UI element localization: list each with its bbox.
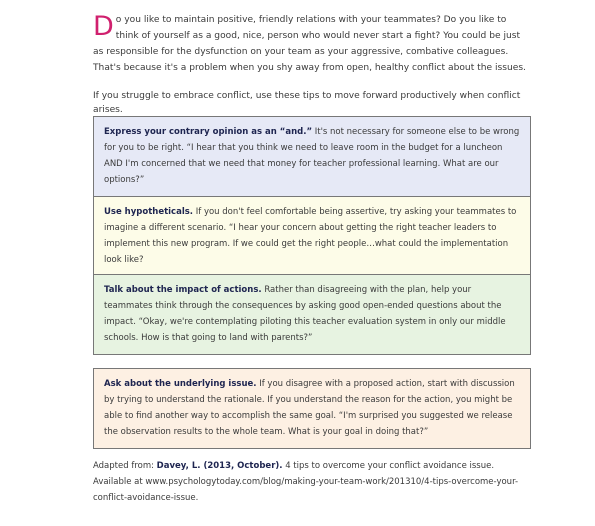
source-text: 4 tips to overcome your conflict avoidance issue. Available at www.psychologytoday.com/blog/making-your-team-work/201310/4-tips-overcome-your-conflict-avoidance-issue. [93,461,519,503]
drop-cap: D [93,11,114,42]
tip-body: If you disagree with a proposed action, start with discussion by trying to understand the rationale. If you understand the reason for the action, you might be able to find another way to accomplish the same goal. “I'm surprised you suggested we release the observation results to the whole team. What is your goal in doing that?” [104,379,515,437]
tip-heading: Ask about the underlying issue. [104,379,257,389]
tip-heading: Express your contrary opinion as an “and.” [104,127,313,137]
source-author: Davey, L. (2013, October). [156,461,283,471]
tip-body: It's not necessary for someone else to be wrong for you to be right. “I hear that you think we need to leave room in the budget for a luncheon AND I'm concerned that we need that money for teacher professional learning. What are our options?” [104,127,520,185]
tip-body: If you don't feel comfortable being assertive, try asking your teammates to imagine a different scenario. “I hear your concern about getting the right teacher leaders to implement this new program. If we could get the right people…what could the implementation look like? [104,207,517,265]
lead-paragraph: If you struggle to embrace conflict, use these tips to move forward productively when conflict arises. [93,91,521,115]
tip-box-contrary-opinion [93,116,531,197]
tip-box-underlying-issue [93,368,531,449]
article [93,11,531,503]
tip-body: Rather than disagreeing with the plan, help your teammates think through the consequences by asking good open-ended questions about the impact. “Okay, we're contemplating piloting this teacher evaluation system in only our middle schools. How is that going to land with parents?” [104,285,506,343]
tip-heading: Use hypotheticals. [104,207,194,217]
intro-paragraph [93,12,531,76]
source-citation [93,458,533,506]
tip-box-hypotheticals [93,196,531,277]
source-prefix: Adapted from: [93,461,157,471]
tip-box-impact-of-actions [93,274,531,355]
intro-text: o you like to maintain positive, friendly relations with your teammates? Do you like to think of yourself as a good, nice, person who would never start a fight? You could be just as responsible for the dysfunction on your team as your aggressive, combative colleagues. That's because it's a problem when you shy away from open, healthy conflict about the issues. [93,15,526,73]
tip-heading: Talk about the impact of actions. [104,285,262,295]
